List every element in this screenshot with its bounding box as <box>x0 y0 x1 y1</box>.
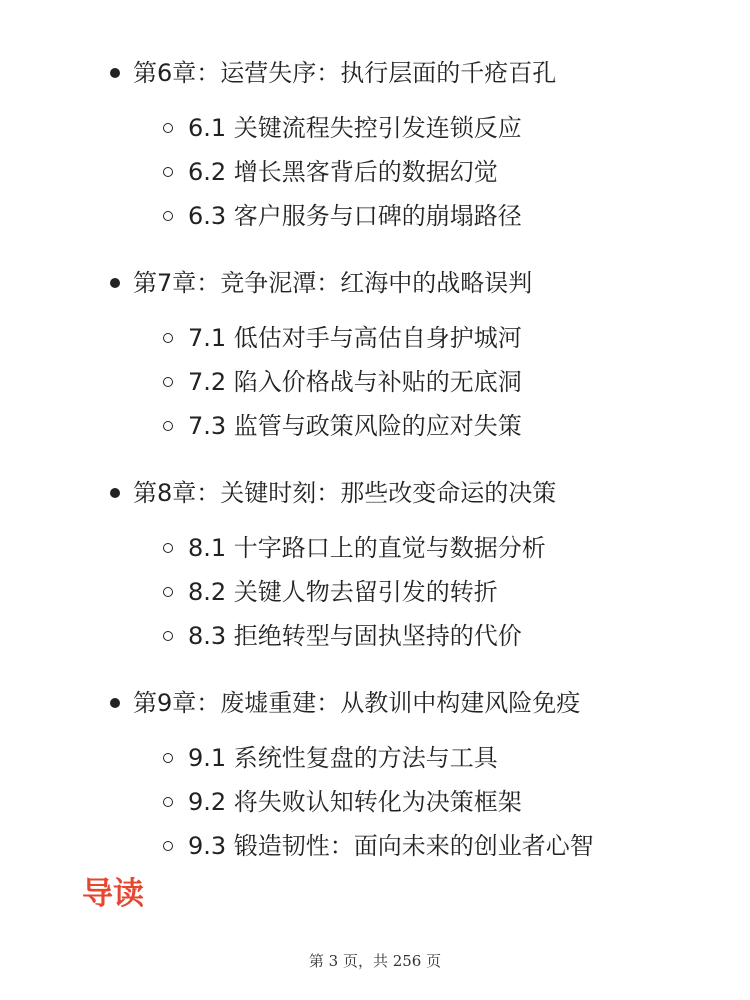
bullet-circle-icon <box>163 167 173 177</box>
bullet-circle-icon <box>163 841 173 851</box>
section-item <box>0 824 750 868</box>
chapter-title: 第7章：竞争泥潭：红海中的战略误判 <box>133 269 533 297</box>
bullet-disc-icon <box>110 488 120 498</box>
bullet-circle-icon <box>163 211 173 221</box>
section-list <box>0 736 750 868</box>
section-item <box>0 526 750 570</box>
chapter-item <box>0 678 750 728</box>
section-title: 9.3 锻造韧性：面向未来的创业者心智 <box>188 832 594 860</box>
section-item <box>0 736 750 780</box>
section-title: 6.2 增长黑客背后的数据幻觉 <box>188 158 498 186</box>
section-item <box>0 780 750 824</box>
bullet-disc-icon <box>110 68 120 78</box>
chapter-8 <box>0 468 750 658</box>
section-item <box>0 614 750 658</box>
page-footer: 第 3 页，共 256 页 <box>308 952 442 970</box>
section-item <box>0 150 750 194</box>
bullet-circle-icon <box>163 377 173 387</box>
section-title: 8.1 十字路口上的直觉与数据分析 <box>188 534 546 562</box>
bullet-circle-icon <box>163 543 173 553</box>
section-title: 8.2 关键人物去留引发的转折 <box>188 578 498 606</box>
chapter-item <box>0 258 750 308</box>
bullet-circle-icon <box>163 797 173 807</box>
chapter-9 <box>0 678 750 868</box>
section-item <box>0 316 750 360</box>
bullet-circle-icon <box>163 123 173 133</box>
guide-heading: 导读 <box>82 876 144 912</box>
bullet-circle-icon <box>163 421 173 431</box>
table-of-contents <box>0 48 750 888</box>
section-item <box>0 194 750 238</box>
bullet-circle-icon <box>163 753 173 763</box>
section-title: 9.2 将失败认知转化为决策框架 <box>188 788 522 816</box>
chapter-7 <box>0 258 750 448</box>
bullet-circle-icon <box>163 587 173 597</box>
chapter-item <box>0 468 750 518</box>
chapter-title: 第8章：关键时刻：那些改变命运的决策 <box>133 479 557 507</box>
chapter-6 <box>0 48 750 238</box>
section-title: 7.2 陷入价格战与补贴的无底洞 <box>188 368 522 396</box>
section-list <box>0 526 750 658</box>
section-title: 7.1 低估对手与高估自身护城河 <box>188 324 522 352</box>
section-item <box>0 106 750 150</box>
bullet-circle-icon <box>163 631 173 641</box>
chapter-item <box>0 48 750 98</box>
section-list <box>0 316 750 448</box>
section-list <box>0 106 750 238</box>
section-title: 8.3 拒绝转型与固执坚持的代价 <box>188 622 522 650</box>
section-item <box>0 570 750 614</box>
bullet-circle-icon <box>163 333 173 343</box>
bullet-disc-icon <box>110 278 120 288</box>
section-title: 9.1 系统性复盘的方法与工具 <box>188 744 498 772</box>
section-item <box>0 360 750 404</box>
section-title: 6.3 客户服务与口碑的崩塌路径 <box>188 202 522 230</box>
section-title: 7.3 监管与政策风险的应对失策 <box>188 412 522 440</box>
chapter-title: 第9章：废墟重建：从教训中构建风险免疫 <box>133 689 581 717</box>
chapter-title: 第6章：运营失序：执行层面的千疮百孔 <box>133 59 557 87</box>
bullet-disc-icon <box>110 698 120 708</box>
section-item <box>0 404 750 448</box>
section-title: 6.1 关键流程失控引发连锁反应 <box>188 114 522 142</box>
